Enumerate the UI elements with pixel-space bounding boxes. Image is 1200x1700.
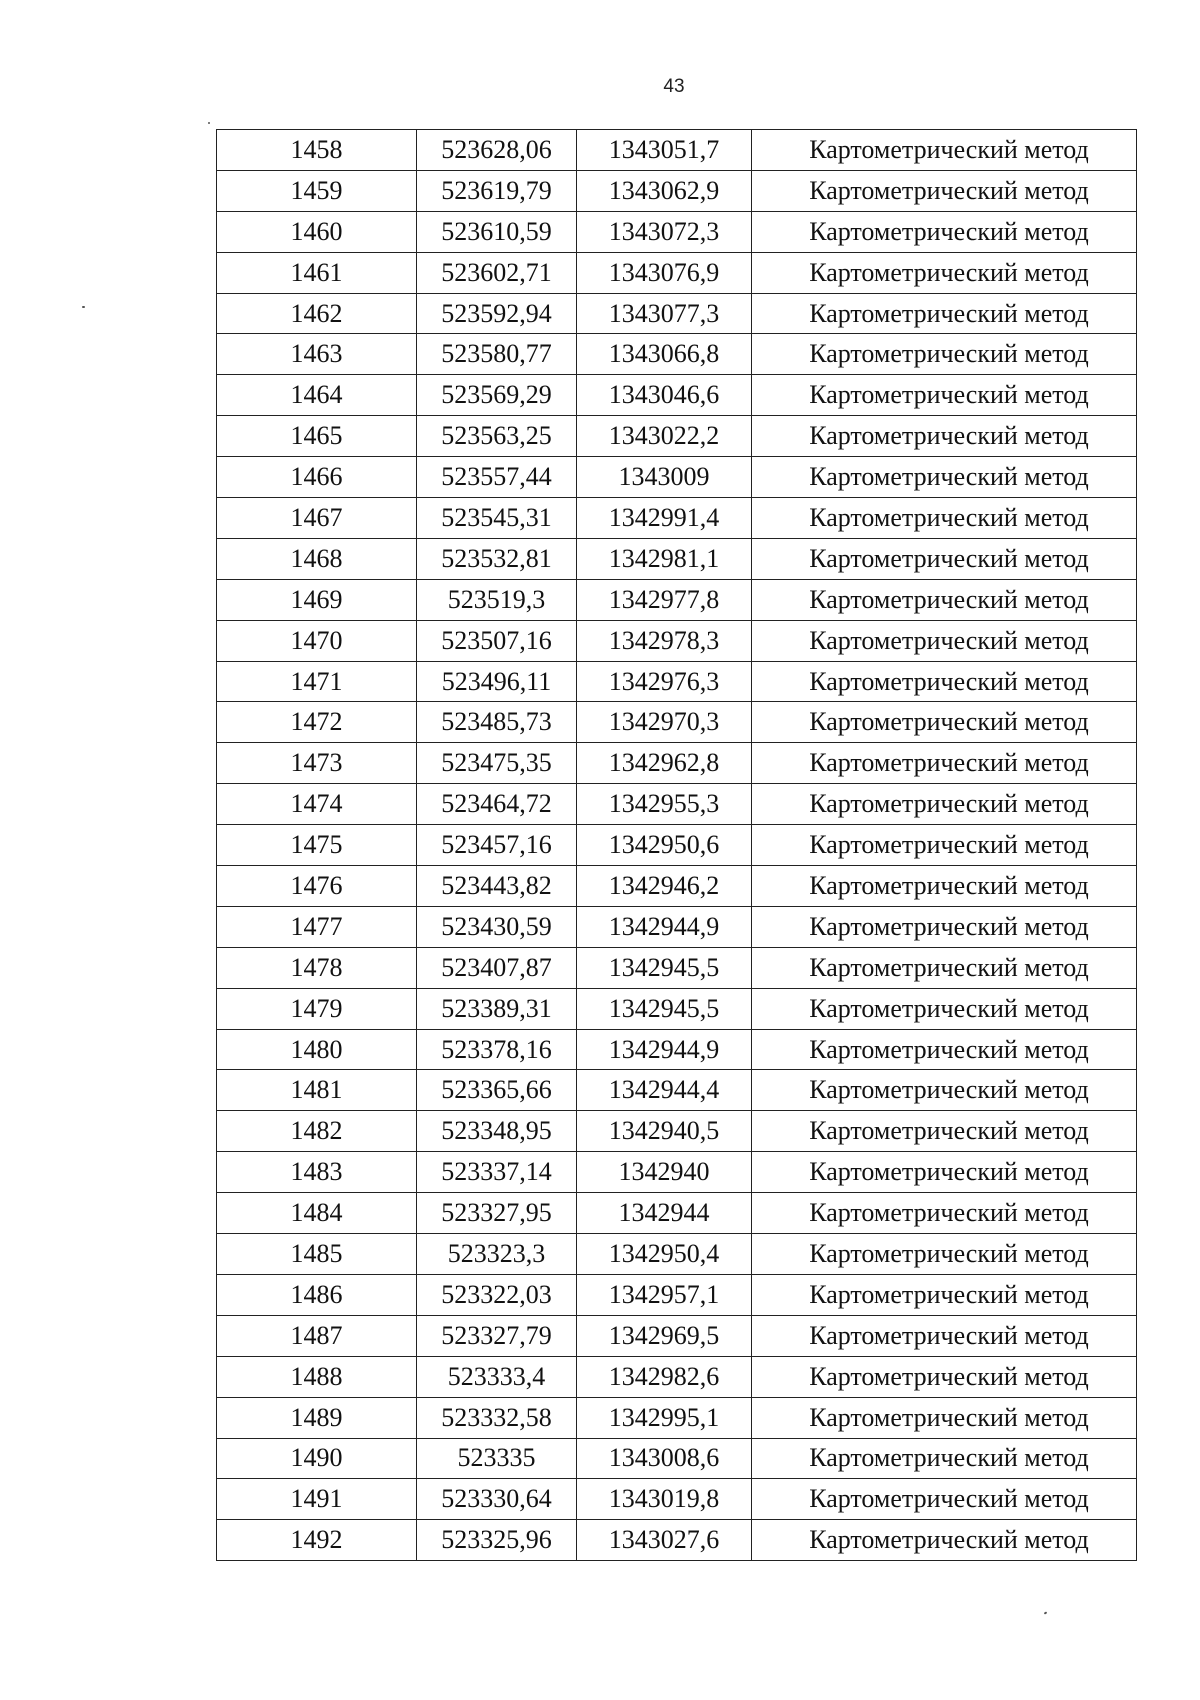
table-row <box>217 416 1137 457</box>
y-coordinate-cell: 1343022,2 <box>577 416 752 457</box>
method-cell: Картометрический метод <box>752 1438 1137 1479</box>
x-coordinate-cell: 523610,59 <box>417 211 577 252</box>
x-coordinate-cell: 523443,82 <box>417 866 577 907</box>
table-row <box>217 1479 1137 1520</box>
method-cell: Картометрический метод <box>752 375 1137 416</box>
x-coordinate-cell: 523619,79 <box>417 170 577 211</box>
y-coordinate-cell: 1342962,8 <box>577 743 752 784</box>
table-row <box>217 947 1137 988</box>
table-row <box>217 1356 1137 1397</box>
x-coordinate-cell: 523569,29 <box>417 375 577 416</box>
point-number-cell: 1462 <box>217 293 417 334</box>
y-coordinate-cell: 1343051,7 <box>577 130 752 171</box>
y-coordinate-cell: 1343008,6 <box>577 1438 752 1479</box>
y-coordinate-cell: 1343077,3 <box>577 293 752 334</box>
y-coordinate-cell: 1342950,6 <box>577 825 752 866</box>
table-row <box>217 1438 1137 1479</box>
point-number-cell: 1476 <box>217 866 417 907</box>
x-coordinate-cell: 523507,16 <box>417 620 577 661</box>
table-row <box>217 620 1137 661</box>
x-coordinate-cell: 523592,94 <box>417 293 577 334</box>
x-coordinate-cell: 523519,3 <box>417 579 577 620</box>
point-number-cell: 1491 <box>217 1479 417 1520</box>
method-cell: Картометрический метод <box>752 457 1137 498</box>
y-coordinate-cell: 1342950,4 <box>577 1234 752 1275</box>
x-coordinate-cell: 523457,16 <box>417 825 577 866</box>
x-coordinate-cell: 523378,16 <box>417 1029 577 1070</box>
x-coordinate-cell: 523325,96 <box>417 1520 577 1561</box>
table-row <box>217 906 1137 947</box>
point-number-cell: 1484 <box>217 1193 417 1234</box>
y-coordinate-cell: 1342977,8 <box>577 579 752 620</box>
table-row <box>217 1111 1137 1152</box>
table-row <box>217 1315 1137 1356</box>
x-coordinate-cell: 523332,58 <box>417 1397 577 1438</box>
point-number-cell: 1475 <box>217 825 417 866</box>
method-cell: Картометрический метод <box>752 498 1137 539</box>
method-cell: Картометрический метод <box>752 1111 1137 1152</box>
method-cell: Картометрический метод <box>752 211 1137 252</box>
x-coordinate-cell: 523348,95 <box>417 1111 577 1152</box>
point-number-cell: 1479 <box>217 988 417 1029</box>
table-row <box>217 130 1137 171</box>
table-row <box>217 579 1137 620</box>
point-number-cell: 1490 <box>217 1438 417 1479</box>
point-number-cell: 1480 <box>217 1029 417 1070</box>
method-cell: Картометрический метод <box>752 1193 1137 1234</box>
point-number-cell: 1482 <box>217 1111 417 1152</box>
point-number-cell: 1486 <box>217 1274 417 1315</box>
method-cell: Картометрический метод <box>752 170 1137 211</box>
point-number-cell: 1485 <box>217 1234 417 1275</box>
method-cell: Картометрический метод <box>752 1520 1137 1561</box>
point-number-cell: 1477 <box>217 906 417 947</box>
method-cell: Картометрический метод <box>752 784 1137 825</box>
y-coordinate-cell: 1342944,9 <box>577 906 752 947</box>
point-number-cell: 1473 <box>217 743 417 784</box>
x-coordinate-cell: 523580,77 <box>417 334 577 375</box>
x-coordinate-cell: 523557,44 <box>417 457 577 498</box>
point-number-cell: 1467 <box>217 498 417 539</box>
coordinates-table <box>216 129 1137 1561</box>
y-coordinate-cell: 1342982,6 <box>577 1356 752 1397</box>
point-number-cell: 1492 <box>217 1520 417 1561</box>
table-row <box>217 293 1137 334</box>
point-number-cell: 1472 <box>217 702 417 743</box>
scan-speck <box>208 122 210 124</box>
y-coordinate-cell: 1342970,3 <box>577 702 752 743</box>
point-number-cell: 1461 <box>217 252 417 293</box>
method-cell: Картометрический метод <box>752 620 1137 661</box>
point-number-cell: 1474 <box>217 784 417 825</box>
table-row <box>217 457 1137 498</box>
y-coordinate-cell: 1342978,3 <box>577 620 752 661</box>
method-cell: Картометрический метод <box>752 130 1137 171</box>
y-coordinate-cell: 1343027,6 <box>577 1520 752 1561</box>
table-row <box>217 661 1137 702</box>
method-cell: Картометрический метод <box>752 252 1137 293</box>
point-number-cell: 1464 <box>217 375 417 416</box>
x-coordinate-cell: 523628,06 <box>417 130 577 171</box>
point-number-cell: 1488 <box>217 1356 417 1397</box>
table-row <box>217 1520 1137 1561</box>
y-coordinate-cell: 1342991,4 <box>577 498 752 539</box>
method-cell: Картометрический метод <box>752 1274 1137 1315</box>
y-coordinate-cell: 1342940,5 <box>577 1111 752 1152</box>
point-number-cell: 1478 <box>217 947 417 988</box>
point-number-cell: 1481 <box>217 1070 417 1111</box>
point-number-cell: 1465 <box>217 416 417 457</box>
method-cell: Картометрический метод <box>752 947 1137 988</box>
table-row <box>217 825 1137 866</box>
method-cell: Картометрический метод <box>752 702 1137 743</box>
method-cell: Картометрический метод <box>752 1356 1137 1397</box>
method-cell: Картометрический метод <box>752 579 1137 620</box>
x-coordinate-cell: 523389,31 <box>417 988 577 1029</box>
x-coordinate-cell: 523563,25 <box>417 416 577 457</box>
table-row <box>217 1070 1137 1111</box>
page-number: 43 <box>663 76 685 97</box>
scan-speck <box>82 306 85 308</box>
y-coordinate-cell: 1342944 <box>577 1193 752 1234</box>
method-cell: Картометрический метод <box>752 661 1137 702</box>
y-coordinate-cell: 1342946,2 <box>577 866 752 907</box>
y-coordinate-cell: 1343062,9 <box>577 170 752 211</box>
point-number-cell: 1470 <box>217 620 417 661</box>
x-coordinate-cell: 523365,66 <box>417 1070 577 1111</box>
method-cell: Картометрический метод <box>752 1029 1137 1070</box>
x-coordinate-cell: 523327,95 <box>417 1193 577 1234</box>
table-row <box>217 170 1137 211</box>
method-cell: Картометрический метод <box>752 1397 1137 1438</box>
y-coordinate-cell: 1342944,9 <box>577 1029 752 1070</box>
table-row <box>217 498 1137 539</box>
x-coordinate-cell: 523430,59 <box>417 906 577 947</box>
table-row <box>217 1234 1137 1275</box>
method-cell: Картометрический метод <box>752 1234 1137 1275</box>
point-number-cell: 1487 <box>217 1315 417 1356</box>
method-cell: Картометрический метод <box>752 1070 1137 1111</box>
method-cell: Картометрический метод <box>752 334 1137 375</box>
x-coordinate-cell: 523322,03 <box>417 1274 577 1315</box>
point-number-cell: 1469 <box>217 579 417 620</box>
y-coordinate-cell: 1342944,4 <box>577 1070 752 1111</box>
x-coordinate-cell: 523475,35 <box>417 743 577 784</box>
point-number-cell: 1483 <box>217 1152 417 1193</box>
y-coordinate-cell: 1342957,1 <box>577 1274 752 1315</box>
table-row <box>217 1193 1137 1234</box>
scan-speck <box>1044 1611 1048 1614</box>
method-cell: Картометрический метод <box>752 1315 1137 1356</box>
y-coordinate-cell: 1342945,5 <box>577 988 752 1029</box>
point-number-cell: 1466 <box>217 457 417 498</box>
x-coordinate-cell: 523407,87 <box>417 947 577 988</box>
table-row <box>217 1274 1137 1315</box>
method-cell: Картометрический метод <box>752 825 1137 866</box>
y-coordinate-cell: 1342995,1 <box>577 1397 752 1438</box>
table-row <box>217 988 1137 1029</box>
y-coordinate-cell: 1342940 <box>577 1152 752 1193</box>
method-cell: Картометрический метод <box>752 866 1137 907</box>
y-coordinate-cell: 1343046,6 <box>577 375 752 416</box>
method-cell: Картометрический метод <box>752 988 1137 1029</box>
x-coordinate-cell: 523323,3 <box>417 1234 577 1275</box>
point-number-cell: 1458 <box>217 130 417 171</box>
x-coordinate-cell: 523545,31 <box>417 498 577 539</box>
y-coordinate-cell: 1343009 <box>577 457 752 498</box>
x-coordinate-cell: 523330,64 <box>417 1479 577 1520</box>
x-coordinate-cell: 523333,4 <box>417 1356 577 1397</box>
method-cell: Картометрический метод <box>752 1479 1137 1520</box>
x-coordinate-cell: 523327,79 <box>417 1315 577 1356</box>
table-row <box>217 866 1137 907</box>
y-coordinate-cell: 1342969,5 <box>577 1315 752 1356</box>
table-row <box>217 211 1137 252</box>
point-number-cell: 1463 <box>217 334 417 375</box>
table-row <box>217 1397 1137 1438</box>
point-number-cell: 1468 <box>217 538 417 579</box>
coordinates-table-body <box>217 130 1137 1561</box>
x-coordinate-cell: 523532,81 <box>417 538 577 579</box>
method-cell: Картометрический метод <box>752 743 1137 784</box>
table-row <box>217 702 1137 743</box>
table-row <box>217 1029 1137 1070</box>
x-coordinate-cell: 523337,14 <box>417 1152 577 1193</box>
coordinates-table-wrapper <box>216 129 1136 1561</box>
table-row <box>217 538 1137 579</box>
table-row <box>217 743 1137 784</box>
y-coordinate-cell: 1342955,3 <box>577 784 752 825</box>
method-cell: Картометрический метод <box>752 538 1137 579</box>
y-coordinate-cell: 1343066,8 <box>577 334 752 375</box>
y-coordinate-cell: 1343019,8 <box>577 1479 752 1520</box>
x-coordinate-cell: 523485,73 <box>417 702 577 743</box>
method-cell: Картометрический метод <box>752 293 1137 334</box>
y-coordinate-cell: 1342976,3 <box>577 661 752 702</box>
y-coordinate-cell: 1343072,3 <box>577 211 752 252</box>
y-coordinate-cell: 1343076,9 <box>577 252 752 293</box>
y-coordinate-cell: 1342981,1 <box>577 538 752 579</box>
y-coordinate-cell: 1342945,5 <box>577 947 752 988</box>
x-coordinate-cell: 523602,71 <box>417 252 577 293</box>
method-cell: Картометрический метод <box>752 1152 1137 1193</box>
table-row <box>217 1152 1137 1193</box>
point-number-cell: 1471 <box>217 661 417 702</box>
table-row <box>217 252 1137 293</box>
table-row <box>217 375 1137 416</box>
x-coordinate-cell: 523335 <box>417 1438 577 1479</box>
point-number-cell: 1460 <box>217 211 417 252</box>
method-cell: Картометрический метод <box>752 906 1137 947</box>
table-row <box>217 784 1137 825</box>
point-number-cell: 1489 <box>217 1397 417 1438</box>
x-coordinate-cell: 523464,72 <box>417 784 577 825</box>
method-cell: Картометрический метод <box>752 416 1137 457</box>
x-coordinate-cell: 523496,11 <box>417 661 577 702</box>
point-number-cell: 1459 <box>217 170 417 211</box>
table-row <box>217 334 1137 375</box>
